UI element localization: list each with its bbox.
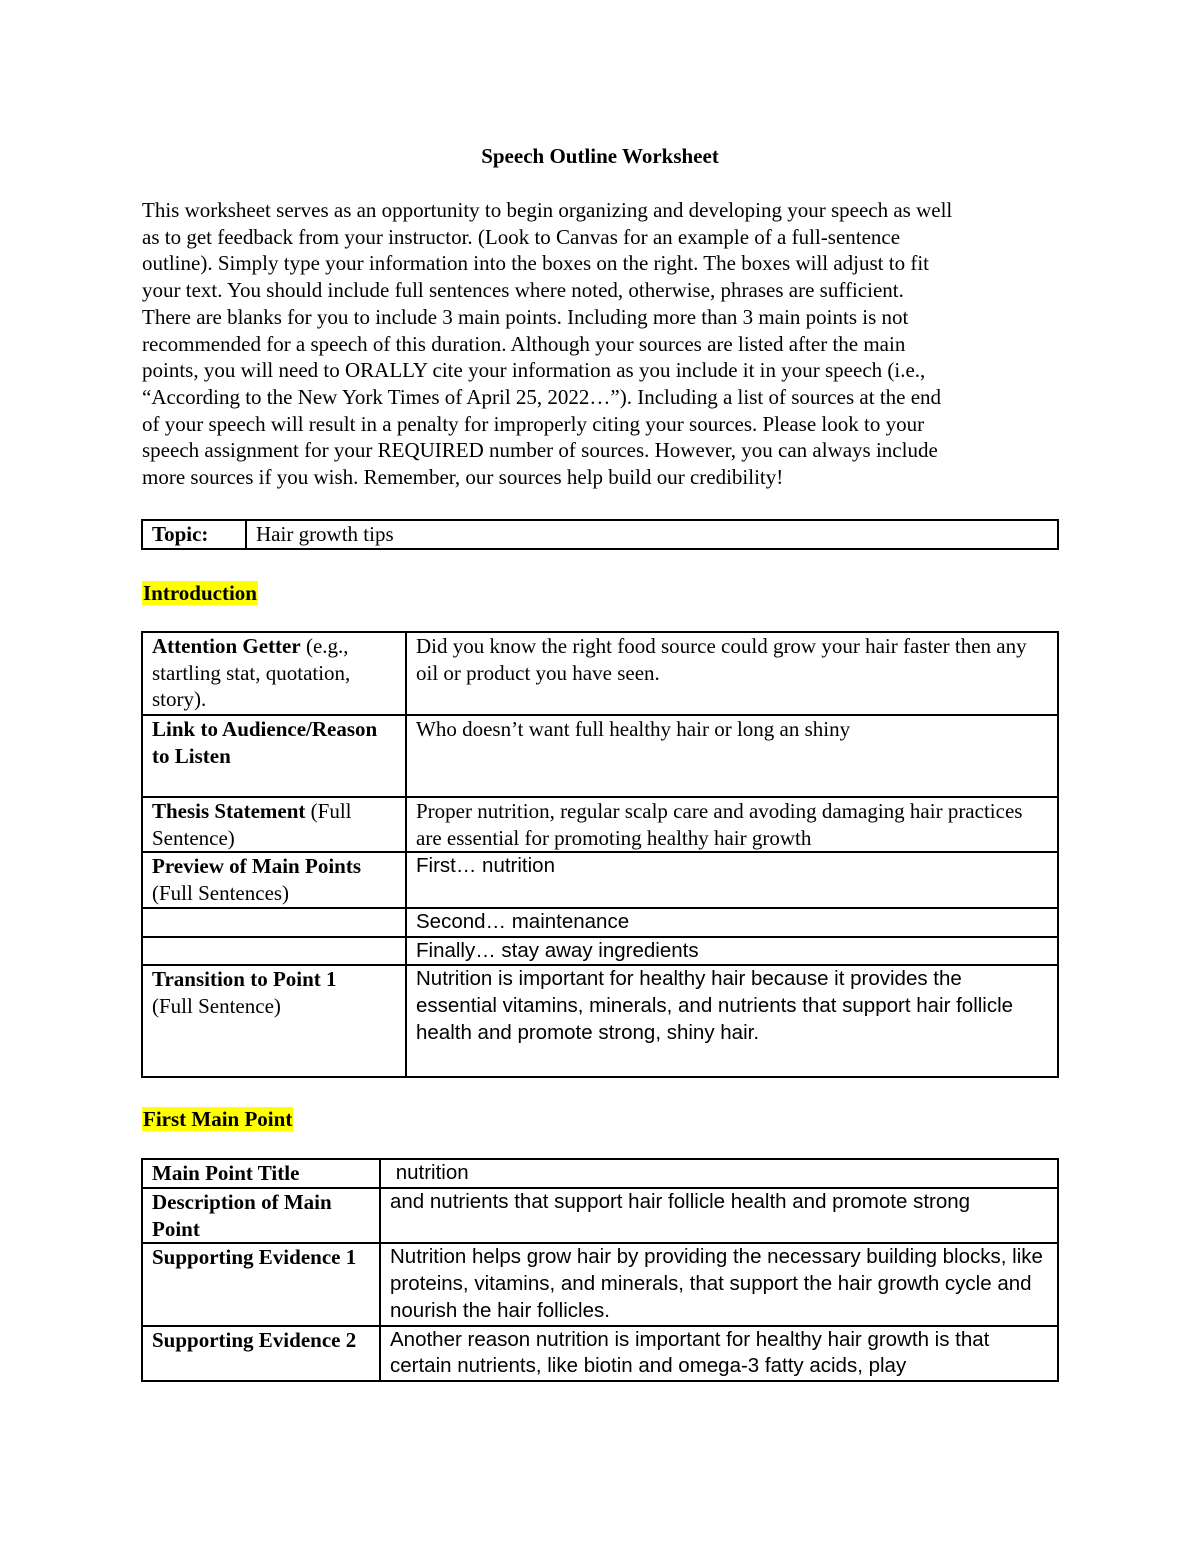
label-bold: Transition to Point 1: [152, 967, 337, 992]
label-rest: (Full Sentence): [152, 799, 352, 850]
row-label: [142, 715, 406, 797]
table-row: [142, 1243, 1058, 1325]
row-label: [142, 797, 406, 852]
first-main-point-heading: First Main Point: [143, 1107, 293, 1131]
row-label: Main Point Title: [142, 1159, 380, 1188]
description-value[interactable]: and nutrients that support hair follicle health and promote strong: [380, 1188, 1058, 1243]
row-label: [142, 965, 406, 1077]
table-row: [142, 520, 1058, 549]
row-label: [142, 937, 406, 966]
table-row: [142, 632, 1058, 715]
table-row: [142, 797, 1058, 852]
row-label: [142, 908, 406, 937]
row-label: [142, 852, 406, 907]
table-row: [142, 937, 1058, 966]
table-row: [142, 965, 1058, 1077]
first-main-point-table: [141, 1158, 1059, 1382]
label-rest: (e.g., startling stat, quotation, story).: [152, 634, 351, 712]
preview-point-1-value[interactable]: First… nutrition: [406, 852, 1058, 907]
label-bold: Preview of Main Points: [152, 854, 361, 879]
topic-value[interactable]: Hair growth tips: [246, 520, 1058, 549]
main-point-title-value[interactable]: nutrition: [380, 1159, 1058, 1188]
label-bold: Thesis Statement: [152, 799, 306, 823]
table-row: [142, 852, 1058, 907]
page-title: Speech Outline Worksheet: [481, 144, 719, 168]
supporting-evidence-2-value[interactable]: Another reason nutrition is important for healthy hair growth is that certain nutrients, like biotin and omega-3 fatty acids, play: [380, 1326, 1058, 1381]
topic-label: Topic:: [142, 520, 246, 549]
label-rest: (Full Sentence): [152, 993, 281, 1018]
label-rest: (Full Sentences): [152, 881, 290, 906]
label-bold: Attention Getter: [152, 634, 301, 658]
thesis-statement-value[interactable]: Proper nutrition, regular scalp care and avoding damaging hair practices are essential for promoting healthy hair growth: [406, 797, 1058, 852]
attention-getter-value[interactable]: Did you know the right food source could grow your hair faster then any oil or product you have seen.: [406, 632, 1058, 715]
label-bold: Link to Audience/Reason to Listen: [152, 717, 378, 768]
topic-table: [141, 519, 1059, 550]
table-row: [142, 1326, 1058, 1381]
table-row: [142, 908, 1058, 937]
row-label: Description of Main Point: [142, 1188, 380, 1243]
introduction-heading: Introduction: [143, 581, 257, 605]
row-label: [142, 632, 406, 715]
instructions-paragraph: This worksheet serves as an opportunity to begin organizing and developing your speech as well as to get feedback from your instructor. (Look to Canvas for an example of a full-sentence outline). Simply type your information into the boxes on the right. The boxes will adjust to fit your text. You should include full sentences where noted, otherwise, phrases are sufficient. There are blanks for you to include 3 main points. Including more than 3 main points is not recommended for a speech of this duration. Although your sources are listed after the main points, you will need to ORALLY cite your information as you include it in your speech (i.e., “According to the New York Times of April 25, 2022…”). Including a list of sources at the end of your speech will result in a penalty for improperly citing your sources. Please look to your speech assignment for your REQUIRED number of sources. However, you can always include more sources if you wish. Remember, our sources help build our credibility!: [142, 198, 953, 490]
preview-point-3-value[interactable]: Finally… stay away ingredients: [406, 937, 1058, 966]
table-row: [142, 715, 1058, 797]
row-label: Supporting Evidence 1: [142, 1243, 380, 1325]
table-row: [142, 1159, 1058, 1188]
row-label: Supporting Evidence 2: [142, 1326, 380, 1381]
link-to-audience-value[interactable]: Who doesn’t want full healthy hair or long an shiny: [406, 715, 1058, 797]
table-row: [142, 1188, 1058, 1243]
supporting-evidence-1-value[interactable]: Nutrition helps grow hair by providing the necessary building blocks, like proteins, vitamins, and minerals, that support the hair growth cycle and nourish the hair follicles.: [380, 1243, 1058, 1325]
preview-point-2-value[interactable]: Second… maintenance: [406, 908, 1058, 937]
introduction-table: [141, 631, 1059, 1078]
transition-value[interactable]: Nutrition is important for healthy hair because it provides the essential vitamins, minerals, and nutrients that support hair follicle health and promote strong, shiny hair.: [406, 965, 1058, 1077]
